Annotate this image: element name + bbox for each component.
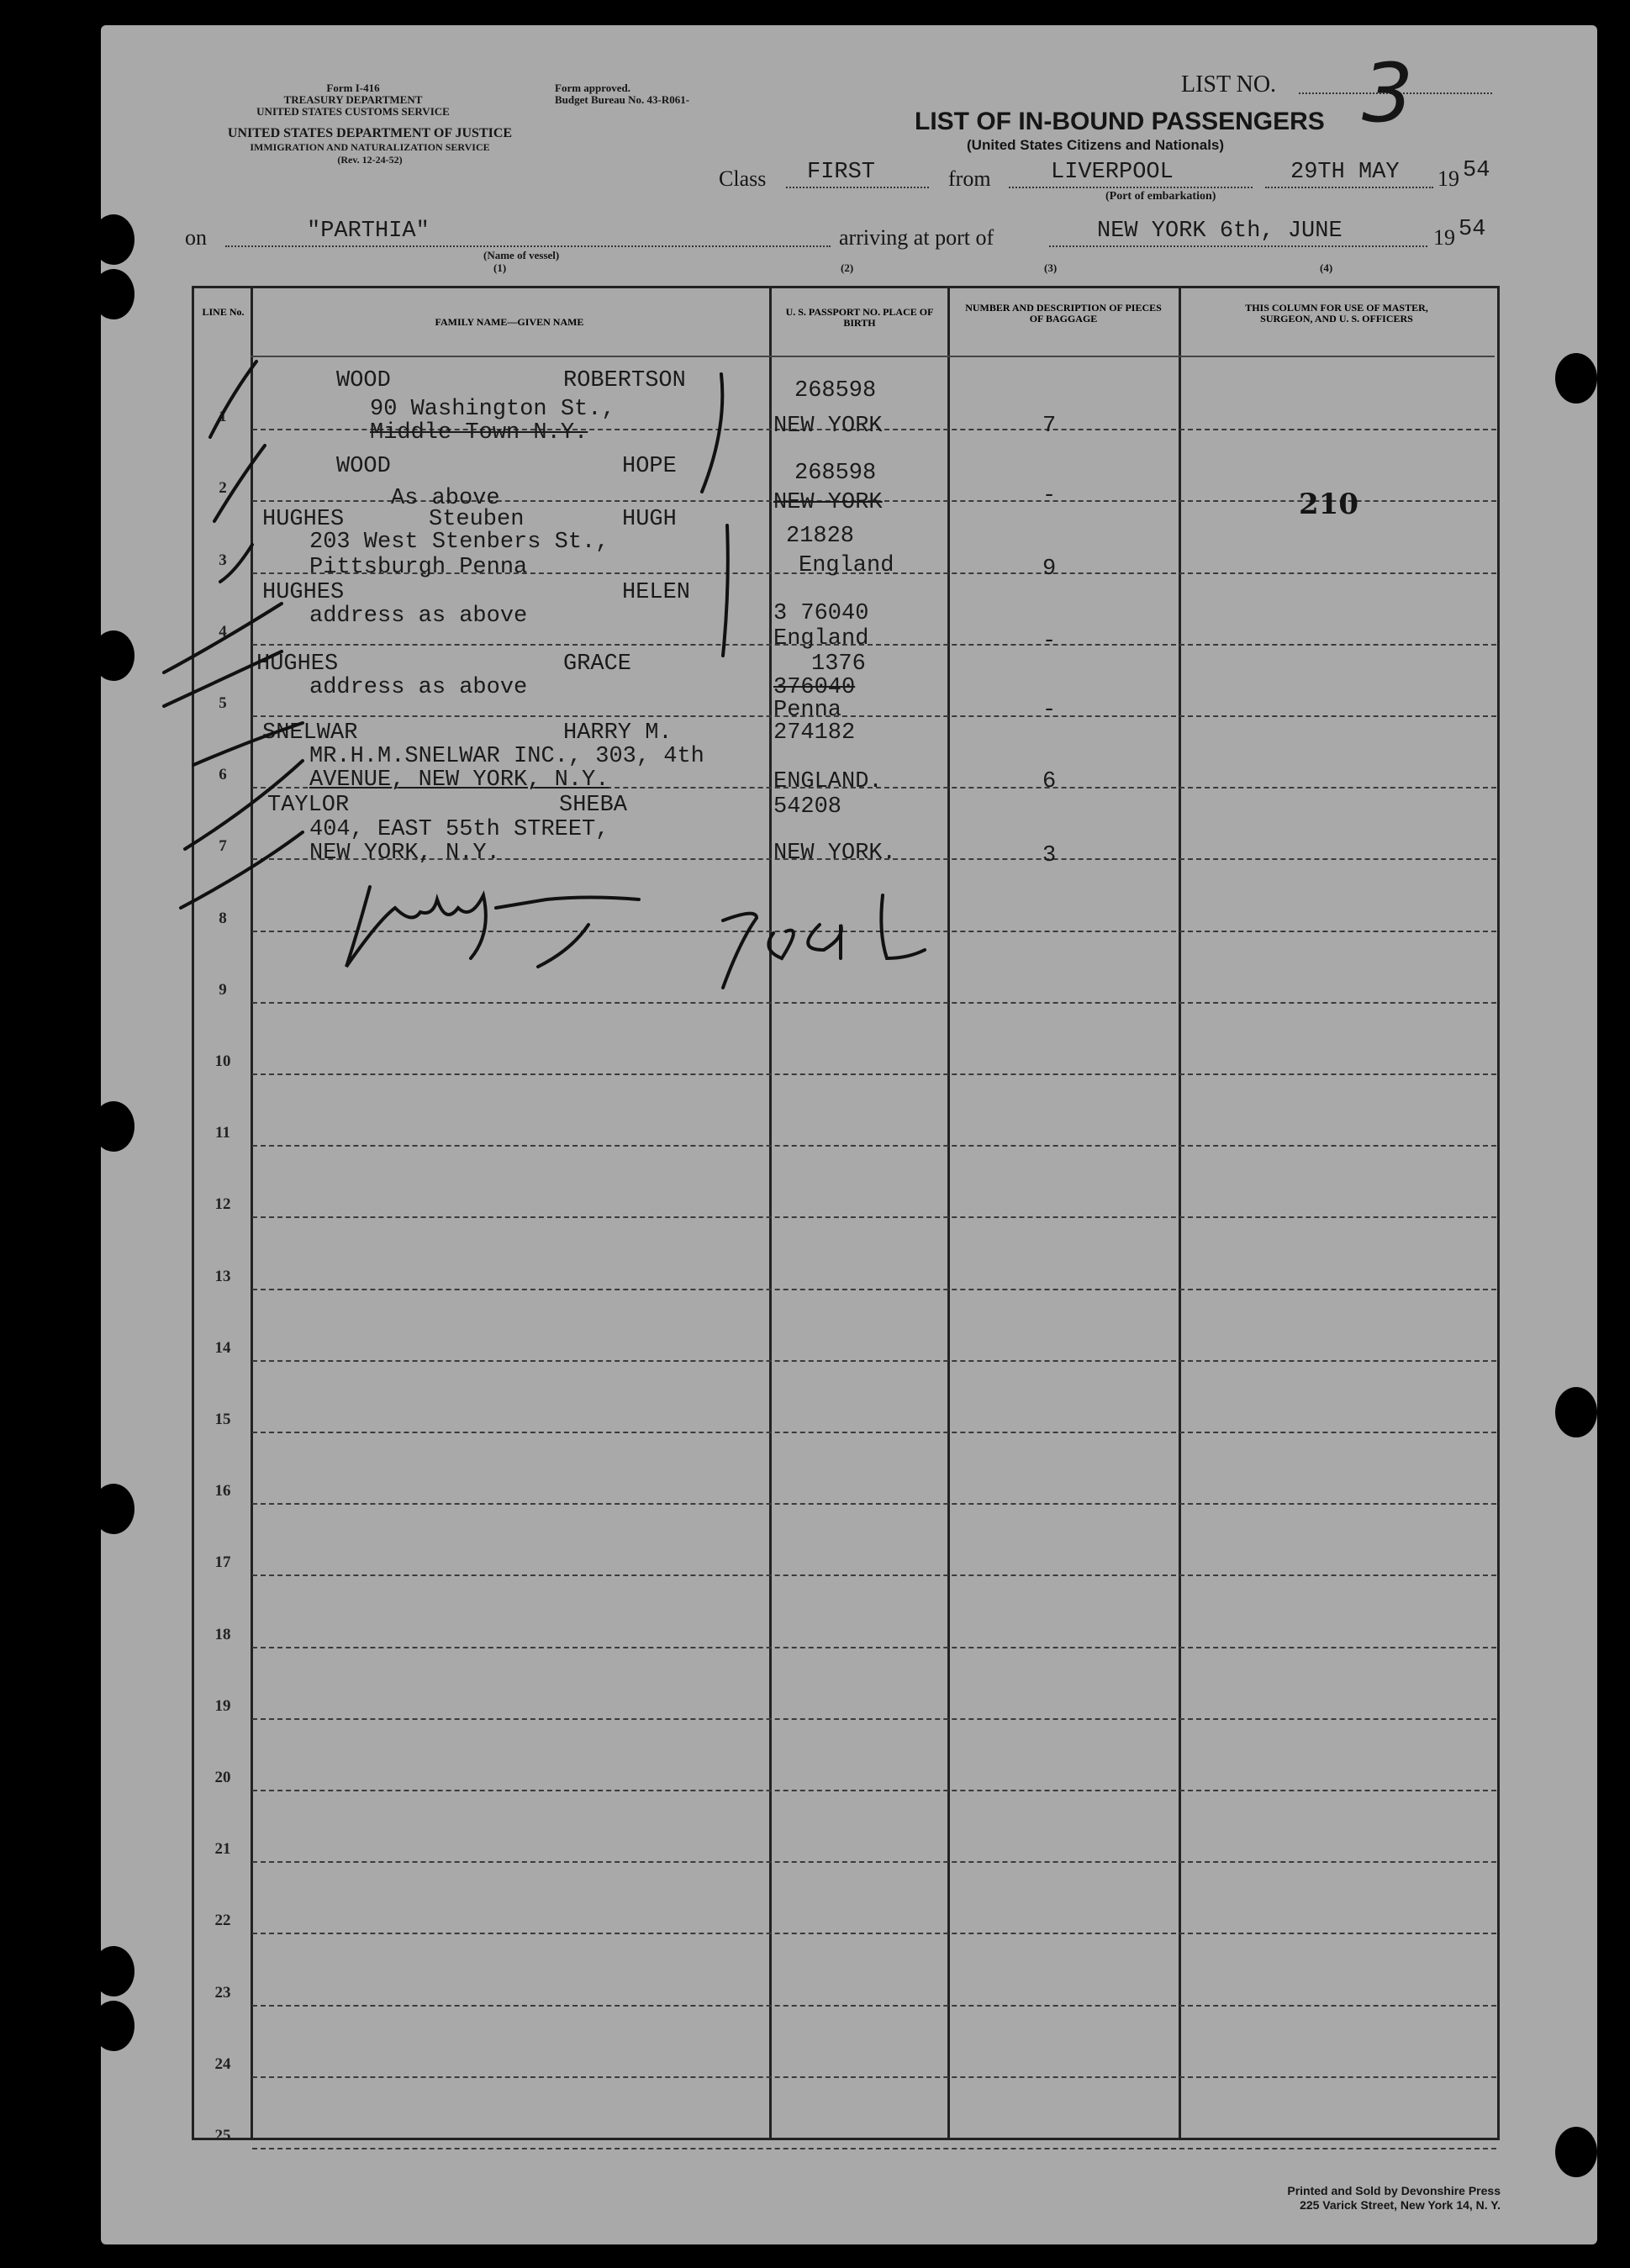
page-title: LIST OF IN-BOUND PASSENGERS — [915, 108, 1325, 135]
dept-treasury: TREASURY DEPARTMENT — [283, 93, 423, 106]
col1-index: (1) — [493, 261, 507, 274]
passenger-2-passport: 268598 — [794, 461, 877, 486]
printer-line-2: 225 Varick Street, New York 14, N. Y. — [1300, 2198, 1501, 2212]
dept-ins: IMMIGRATION AND NATURALIZATION SERVICE — [250, 141, 490, 153]
class-value: FIRST — [807, 160, 876, 185]
form-number: Form I-416 — [326, 82, 380, 94]
col4-index: (4) — [1320, 261, 1333, 274]
line-number: 9 — [219, 980, 227, 999]
passenger-1-address: 90 Washington St., — [370, 397, 615, 422]
line-number: 4 — [219, 622, 227, 641]
passenger-7-birthplace: NEW YORK. — [773, 841, 896, 866]
passenger-4-baggage: - — [1042, 629, 1057, 654]
passenger-3-birthplace: England — [799, 553, 894, 578]
port-embarkation-label: (Port of embarkation) — [1105, 190, 1216, 203]
passenger-2-given: HOPE — [622, 454, 677, 479]
form-approved: Form approved. — [555, 82, 631, 94]
passenger-7-address-2: NEW YORK, N.Y. — [309, 841, 500, 866]
arrival-port-date: NEW YORK 6th, JUNE — [1097, 219, 1343, 244]
passenger-7-given: SHEBA — [559, 793, 628, 818]
passenger-5-birthplace: Penna — [773, 698, 842, 723]
budget-bureau: Budget Bureau No. 43-R061- — [555, 93, 690, 106]
line-number: 21 — [214, 1840, 231, 1859]
passenger-6-family: SNELWAR — [262, 720, 358, 746]
passenger-6-passport: 274182 — [773, 720, 856, 746]
passenger-5-given: GRACE — [563, 651, 632, 677]
line-number: 17 — [214, 1553, 231, 1572]
passenger-3-middle: Steuben — [429, 507, 525, 532]
page-subtitle: (United States Citizens and Nationals) — [967, 137, 1225, 153]
arrival-year: 54 — [1459, 217, 1486, 242]
passenger-3-address: 203 West Stenbers St., — [309, 530, 609, 555]
vessel-name: "PARTHIA" — [307, 219, 430, 244]
line-number: 20 — [214, 1769, 231, 1786]
passenger-1-baggage: 7 — [1042, 414, 1057, 439]
passenger-2-address: As above — [391, 486, 500, 511]
line-number: 8 — [219, 909, 227, 927]
col2-index: (2) — [841, 261, 854, 274]
line-number: 18 — [214, 1625, 231, 1643]
line-number: 3 — [219, 551, 227, 569]
passenger-4-birthplace: England — [773, 626, 869, 651]
line-number: 25 — [214, 2127, 231, 2144]
col-header-name: FAMILY NAME—GIVEN NAME — [435, 316, 584, 328]
passenger-2-family: WOOD — [336, 454, 391, 479]
passenger-4-given: HELEN — [622, 580, 691, 605]
passenger-5-passport-a: 1376 — [811, 651, 866, 677]
line-number: 12 — [214, 1195, 231, 1214]
printer-line-1: Printed and Sold by Devonshire Press — [1287, 2184, 1501, 2197]
passenger-1-passport: 268598 — [794, 378, 877, 403]
arrival-year-prefix: 19 — [1433, 225, 1455, 250]
line-number: 19 — [214, 1696, 231, 1715]
line-number: 11 — [215, 1124, 230, 1142]
passenger-3-family: HUGHES — [262, 507, 345, 532]
line-number: 16 — [214, 1482, 231, 1501]
vessel-label: (Name of vessel) — [483, 249, 560, 261]
passenger-6-address-2: AVENUE, NEW YORK, N.Y. — [309, 767, 609, 793]
passenger-2-birthplace: NEW YORK — [773, 490, 883, 515]
dept-justice: UNITED STATES DEPARTMENT OF JUSTICE — [227, 126, 513, 140]
departure-year: 54 — [1463, 158, 1490, 183]
line-number: 1 — [219, 408, 227, 426]
passenger-6-birthplace: ENGLAND. — [773, 769, 883, 794]
passenger-5-baggage: - — [1042, 698, 1057, 723]
line-number: 15 — [214, 1411, 231, 1428]
line-number: 13 — [214, 1267, 231, 1285]
passenger-6-address: MR.H.M.SNELWAR INC., 303, 4th — [309, 744, 704, 769]
line-number: 6 — [219, 766, 227, 784]
on-label: on — [185, 225, 207, 250]
line-number: 10 — [214, 1052, 231, 1070]
passenger-1-family: WOOD — [336, 368, 391, 393]
passenger-2-baggage: - — [1042, 483, 1057, 509]
passenger-4-passport: 3 76040 — [773, 601, 869, 626]
dept-customs: UNITED STATES CUSTOMS SERVICE — [256, 105, 450, 118]
departure-year-prefix: 19 — [1437, 166, 1459, 191]
passenger-4-address: address as above — [309, 604, 528, 629]
col-header-baggage: NUMBER AND DESCRIPTION OF PIECES OF BAGGAGE — [965, 302, 1162, 324]
passenger-6-baggage: 6 — [1042, 769, 1057, 794]
passenger-7-baggage: 3 — [1042, 843, 1057, 868]
col-header-officers: THIS COLUMN FOR USE OF MASTER, SURGEON, AND U. S. OFFICERS — [1245, 302, 1428, 324]
col3-index: (3) — [1044, 261, 1058, 274]
col-header-passport: U. S. PASSPORT NO. PLACE OF BIRTH — [785, 306, 934, 329]
line-number: 22 — [214, 1912, 231, 1930]
officer-note: 210 — [1299, 488, 1358, 521]
passenger-7-address: 404, EAST 55th STREET, — [309, 817, 609, 842]
passenger-3-baggage: 9 — [1042, 556, 1057, 582]
line-number: 5 — [219, 694, 227, 712]
departure-date: 29TH MAY — [1290, 160, 1400, 185]
from-label: from — [948, 166, 991, 191]
passenger-7-passport: 54208 — [773, 794, 842, 820]
passenger-6-given: HARRY M. — [563, 720, 673, 746]
passenger-5-family: HUGHES — [256, 651, 339, 677]
list-no-label: LIST NO. — [1181, 71, 1277, 98]
passenger-7-family: TAYLOR — [267, 793, 350, 818]
passenger-3-address-2: Pittsburgh Penna — [309, 555, 528, 580]
arriving-label: arriving at port of — [839, 225, 994, 250]
revision: (Rev. 12-24-52) — [337, 154, 403, 166]
class-label: Class — [719, 166, 767, 191]
line-number: 7 — [219, 837, 227, 856]
from-value: LIVERPOOL — [1051, 160, 1174, 185]
passenger-4-family: HUGHES — [262, 580, 345, 605]
col-header-line: LINE No. — [202, 306, 245, 318]
passenger-1-given: ROBERTSON — [563, 368, 686, 393]
list-no-value: 3 — [1362, 46, 1414, 140]
line-number: 2 — [219, 479, 227, 498]
line-number: 23 — [214, 1983, 231, 2002]
passenger-5-passport-b: 376040 — [773, 675, 856, 700]
line-number: 24 — [214, 2054, 231, 2073]
passenger-1-address-2: Middle Town N.Y. — [370, 420, 588, 446]
passenger-3-passport: 21828 — [786, 524, 855, 549]
passenger-3-given: HUGH — [622, 507, 677, 532]
passenger-5-address: address as above — [309, 675, 528, 700]
passenger-1-birthplace: NEW YORK — [773, 414, 883, 439]
line-number: 14 — [214, 1338, 231, 1357]
